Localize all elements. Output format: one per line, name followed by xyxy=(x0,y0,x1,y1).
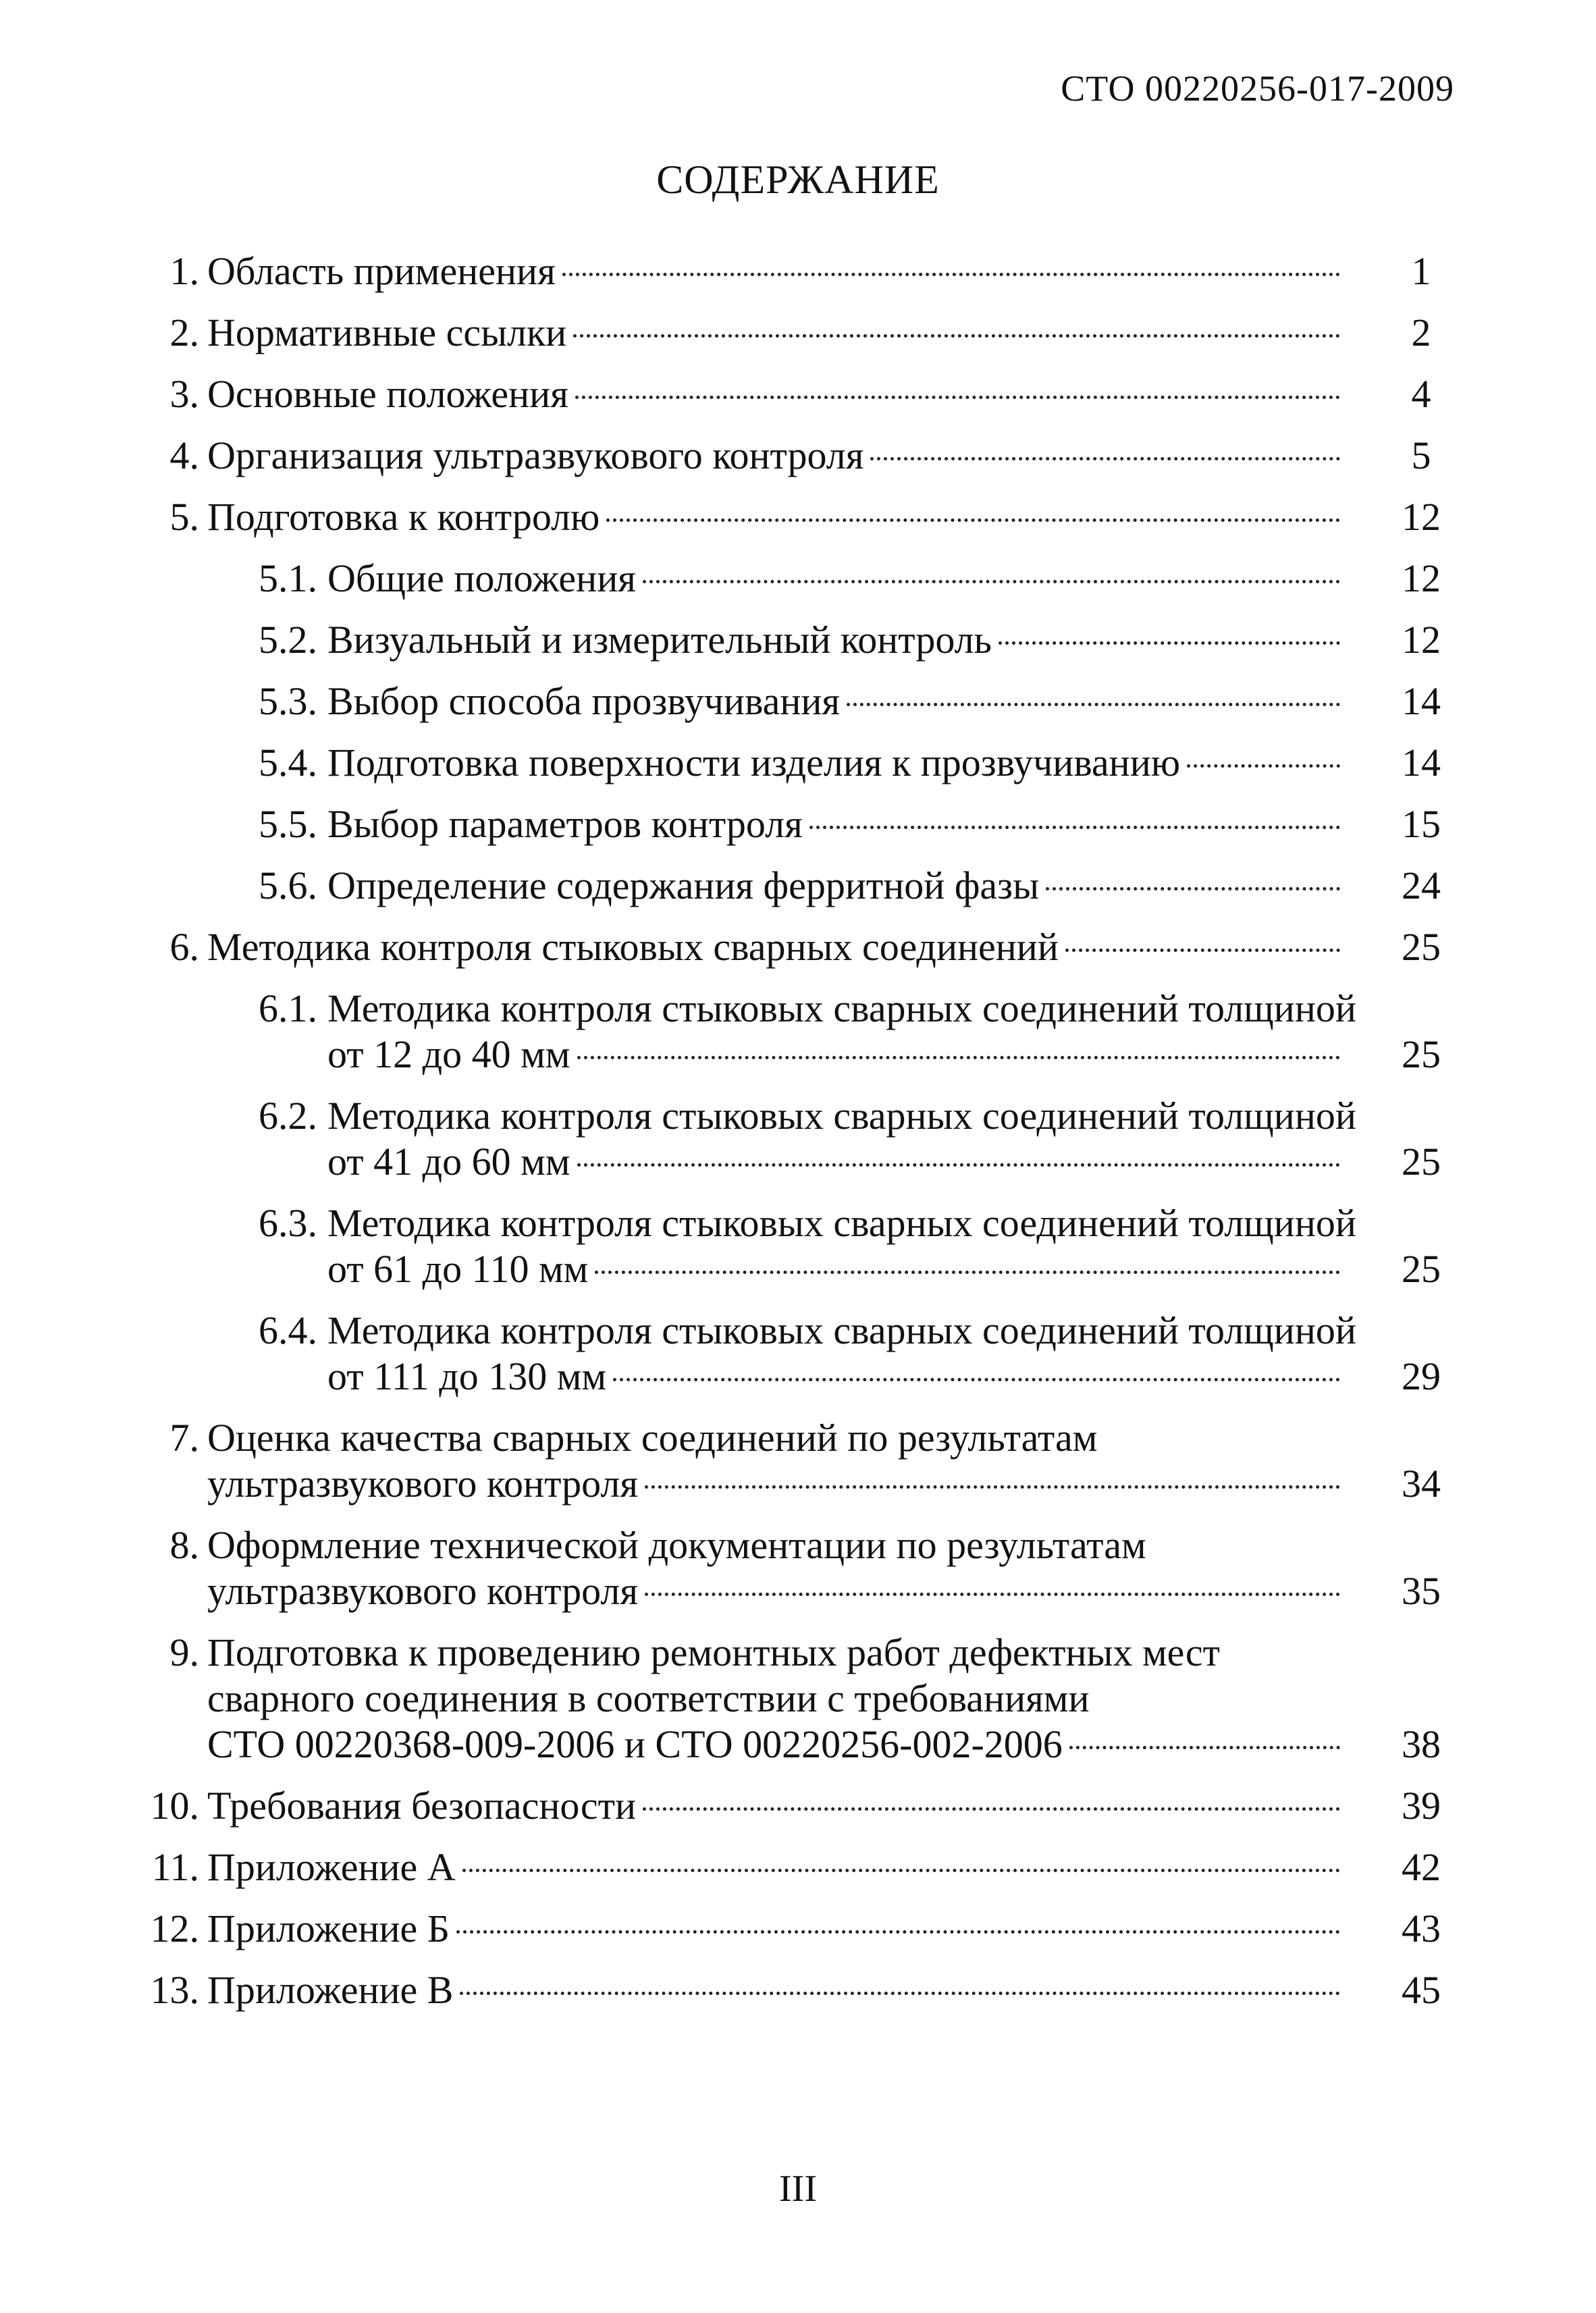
dot-leader xyxy=(1187,764,1340,768)
toc-entry-text xyxy=(207,1844,1347,1890)
toc-entry-text xyxy=(327,740,1347,786)
toc-entry-text xyxy=(207,1783,1347,1829)
toc-entry-text xyxy=(327,1308,1356,1400)
dot-leader xyxy=(595,1271,1340,1274)
toc-entry-label: Подготовка к контролю xyxy=(207,495,600,539)
toc-entry-number: 10. xyxy=(150,1784,199,1828)
toc-entry-label: Приложение Б xyxy=(207,1907,450,1950)
toc-entry[interactable] xyxy=(132,1906,1462,1952)
toc-entry-number: 5.2. xyxy=(259,618,317,662)
toc-entry-page: 35 xyxy=(1402,1569,1441,1613)
toc-entry-text xyxy=(207,924,1347,970)
dot-leader xyxy=(606,519,1340,522)
toc-entry[interactable] xyxy=(132,248,1462,294)
toc-entry[interactable] xyxy=(132,556,1462,602)
toc-entry[interactable] xyxy=(132,863,1462,909)
toc-entry[interactable] xyxy=(132,679,1462,724)
dot-leader xyxy=(809,826,1340,829)
toc-entry-label: Организация ультразвукового контроля xyxy=(207,433,864,477)
toc-entry-text xyxy=(207,371,1347,417)
toc-entry-page: 42 xyxy=(1402,1845,1441,1889)
toc-entry-number: 6.2. xyxy=(259,1094,317,1138)
toc-entry[interactable] xyxy=(132,494,1462,540)
toc-entry[interactable] xyxy=(132,1093,1462,1185)
toc-entry-text xyxy=(327,863,1347,909)
toc-entry-number: 5.4. xyxy=(259,741,317,785)
toc-entry-text xyxy=(207,433,1347,479)
toc-entry[interactable] xyxy=(132,1308,1462,1400)
toc-entry[interactable] xyxy=(132,801,1462,847)
dot-leader xyxy=(575,396,1340,399)
toc-entry-label: СТО 00220368-009-2006 и СТО 00220256-002-2006 xyxy=(207,1722,1063,1766)
toc-entry[interactable] xyxy=(132,1415,1462,1507)
dot-leader xyxy=(562,273,1340,276)
toc-entry[interactable] xyxy=(132,617,1462,663)
toc-entry-page: 43 xyxy=(1402,1907,1441,1950)
dot-leader xyxy=(1065,949,1340,952)
toc-entry[interactable] xyxy=(132,1522,1462,1614)
toc-entry-label: ультразвукового контроля xyxy=(207,1462,638,1506)
dot-leader xyxy=(1069,1746,1340,1749)
dot-leader xyxy=(462,1869,1340,1872)
toc-entry[interactable] xyxy=(132,1630,1462,1767)
toc-entry-number: 6. xyxy=(169,925,199,969)
toc-entry-label: Подготовка к проведению ремонтных работ дефектных мест xyxy=(207,1630,1220,1674)
toc-entry-label: Методика контроля стыковых сварных соединений толщиной xyxy=(327,986,1356,1030)
toc-entry-text xyxy=(207,1415,1347,1507)
toc-entry-page: 25 xyxy=(1402,1140,1441,1184)
toc-entry[interactable] xyxy=(132,433,1462,479)
toc-entry-text xyxy=(207,494,1347,540)
toc-entry-page: 5 xyxy=(1411,433,1431,477)
toc-entry-page: 24 xyxy=(1402,863,1441,907)
toc-entry-text xyxy=(207,1522,1347,1614)
toc-entry-text xyxy=(207,1967,1347,2013)
toc-entry-text xyxy=(327,801,1347,847)
toc-entry-text xyxy=(327,1200,1356,1292)
toc-entry-number: 5.5. xyxy=(259,802,317,846)
page-title: СОДЕРЖАНИЕ xyxy=(656,157,940,202)
toc-entry-label: Оформление технической документации по результатам xyxy=(207,1523,1146,1567)
toc-entry-label: от 61 до 110 мм xyxy=(327,1247,589,1291)
toc-entry-number: 6.1. xyxy=(259,986,317,1030)
table-of-contents xyxy=(132,248,1462,2029)
toc-entry[interactable] xyxy=(132,310,1462,356)
toc-entry-number: 6.3. xyxy=(259,1201,317,1245)
toc-entry-label: от 111 до 130 мм xyxy=(327,1354,607,1398)
toc-entry-label: от 12 до 40 мм xyxy=(327,1032,570,1076)
toc-entry-page: 38 xyxy=(1402,1722,1441,1766)
page-number-footer: III xyxy=(779,2168,817,2210)
toc-entry-number: 7. xyxy=(169,1416,199,1460)
toc-entry-label: Подготовка поверхности изделия к прозвучиванию xyxy=(327,741,1181,785)
toc-entry-page: 15 xyxy=(1402,802,1441,846)
toc-entry-number: 12. xyxy=(150,1907,199,1950)
toc-entry-label: Область применения xyxy=(207,249,556,293)
dot-leader xyxy=(577,1163,1341,1167)
toc-entry-number: 5.1. xyxy=(259,556,317,600)
toc-entry-number: 5. xyxy=(169,495,199,539)
toc-entry-label: Визуальный и измерительный контроль xyxy=(327,618,992,662)
dot-leader xyxy=(643,1807,1340,1811)
dot-leader xyxy=(645,1593,1340,1596)
toc-entry-page: 25 xyxy=(1402,1032,1441,1076)
toc-entry[interactable] xyxy=(132,1967,1462,2013)
toc-entry-number: 11. xyxy=(151,1845,199,1889)
toc-entry-page: 34 xyxy=(1402,1462,1441,1506)
toc-entry-text xyxy=(207,1630,1347,1767)
toc-entry-label: Приложение А xyxy=(207,1845,456,1889)
dot-leader xyxy=(1046,887,1340,890)
toc-entry-page: 12 xyxy=(1402,618,1441,662)
toc-entry-number: 8. xyxy=(169,1523,199,1567)
toc-entry[interactable] xyxy=(132,1200,1462,1292)
toc-entry-text xyxy=(327,986,1356,1078)
toc-entry-page: 4 xyxy=(1411,372,1431,416)
toc-entry-label: Методика контроля стыковых сварных соединений толщиной xyxy=(327,1201,1356,1245)
toc-entry-page: 2 xyxy=(1411,311,1431,354)
dot-leader xyxy=(645,1485,1340,1489)
toc-entry-page: 25 xyxy=(1402,925,1441,969)
toc-entry-label: Основные положения xyxy=(207,372,568,416)
toc-entry-text xyxy=(207,310,1347,356)
toc-entry[interactable] xyxy=(132,1783,1462,1829)
toc-entry-number: 3. xyxy=(169,372,199,416)
toc-entry-number: 1. xyxy=(169,249,199,293)
toc-entry-label: Выбор параметров контроля xyxy=(327,802,803,846)
toc-entry-number: 5.6. xyxy=(259,863,317,907)
toc-entry-number: 6.4. xyxy=(259,1308,317,1352)
toc-entry-number: 4. xyxy=(169,433,199,477)
toc-entry-label: Общие положения xyxy=(327,556,636,600)
toc-entry-page: 12 xyxy=(1402,556,1441,600)
dot-leader xyxy=(613,1378,1340,1381)
dot-leader xyxy=(643,580,1340,583)
toc-entry[interactable] xyxy=(132,740,1462,786)
toc-entry-text xyxy=(207,1906,1347,1952)
dot-leader xyxy=(577,1056,1341,1059)
toc-entry[interactable] xyxy=(132,371,1462,417)
toc-entry-label: Приложение В xyxy=(207,1968,454,2012)
toc-entry-label: от 41 до 60 мм xyxy=(327,1140,570,1184)
dot-leader xyxy=(847,703,1340,706)
toc-entry-number: 5.3. xyxy=(259,679,317,723)
toc-entry-page: 29 xyxy=(1402,1354,1441,1398)
dot-leader xyxy=(573,334,1340,338)
toc-entry-text xyxy=(327,679,1347,724)
toc-entry-page: 14 xyxy=(1402,679,1441,723)
toc-entry-text xyxy=(327,1093,1356,1185)
toc-entry-number: 2. xyxy=(169,311,199,354)
toc-entry[interactable] xyxy=(132,1844,1462,1890)
dot-leader xyxy=(460,1992,1340,1995)
toc-entry-label: Выбор способа прозвучивания xyxy=(327,679,841,723)
toc-entry-page: 25 xyxy=(1402,1247,1441,1291)
dot-leader xyxy=(999,641,1340,645)
toc-entry-label: Требования безопасности xyxy=(207,1784,636,1828)
toc-entry-label: Методика контроля стыковых сварных соединений толщиной xyxy=(327,1308,1356,1352)
toc-entry[interactable] xyxy=(132,924,1462,970)
toc-entry-label: ультразвукового контроля xyxy=(207,1569,638,1613)
toc-entry-label: Оценка качества сварных соединений по результатам xyxy=(207,1416,1098,1460)
toc-entry-label: Методика контроля стыковых сварных соединений xyxy=(207,925,1059,969)
toc-entry-label: сварного соединения в соответствии с требованиями xyxy=(207,1676,1090,1720)
toc-entry-text xyxy=(327,617,1347,663)
toc-entry-label: Нормативные ссылки xyxy=(207,311,567,354)
toc-entry-label: Методика контроля стыковых сварных соединений толщиной xyxy=(327,1094,1356,1138)
toc-entry-text xyxy=(327,556,1347,602)
toc-entry[interactable] xyxy=(132,986,1462,1078)
toc-entry-text xyxy=(207,248,1347,294)
dot-leader xyxy=(456,1930,1340,1934)
toc-entry-page: 12 xyxy=(1402,495,1441,539)
toc-entry-page: 39 xyxy=(1402,1784,1441,1828)
toc-entry-page: 1 xyxy=(1411,249,1431,293)
toc-entry-number: 13. xyxy=(150,1968,199,2012)
toc-entry-label: Определение содержания ферритной фазы xyxy=(327,863,1040,907)
toc-entry-page: 45 xyxy=(1402,1968,1441,2012)
dot-leader xyxy=(870,457,1340,460)
toc-entry-page: 14 xyxy=(1402,741,1441,785)
toc-entry-number: 9. xyxy=(169,1630,199,1674)
document-code: СТО 00220256-017-2009 xyxy=(1061,68,1454,109)
